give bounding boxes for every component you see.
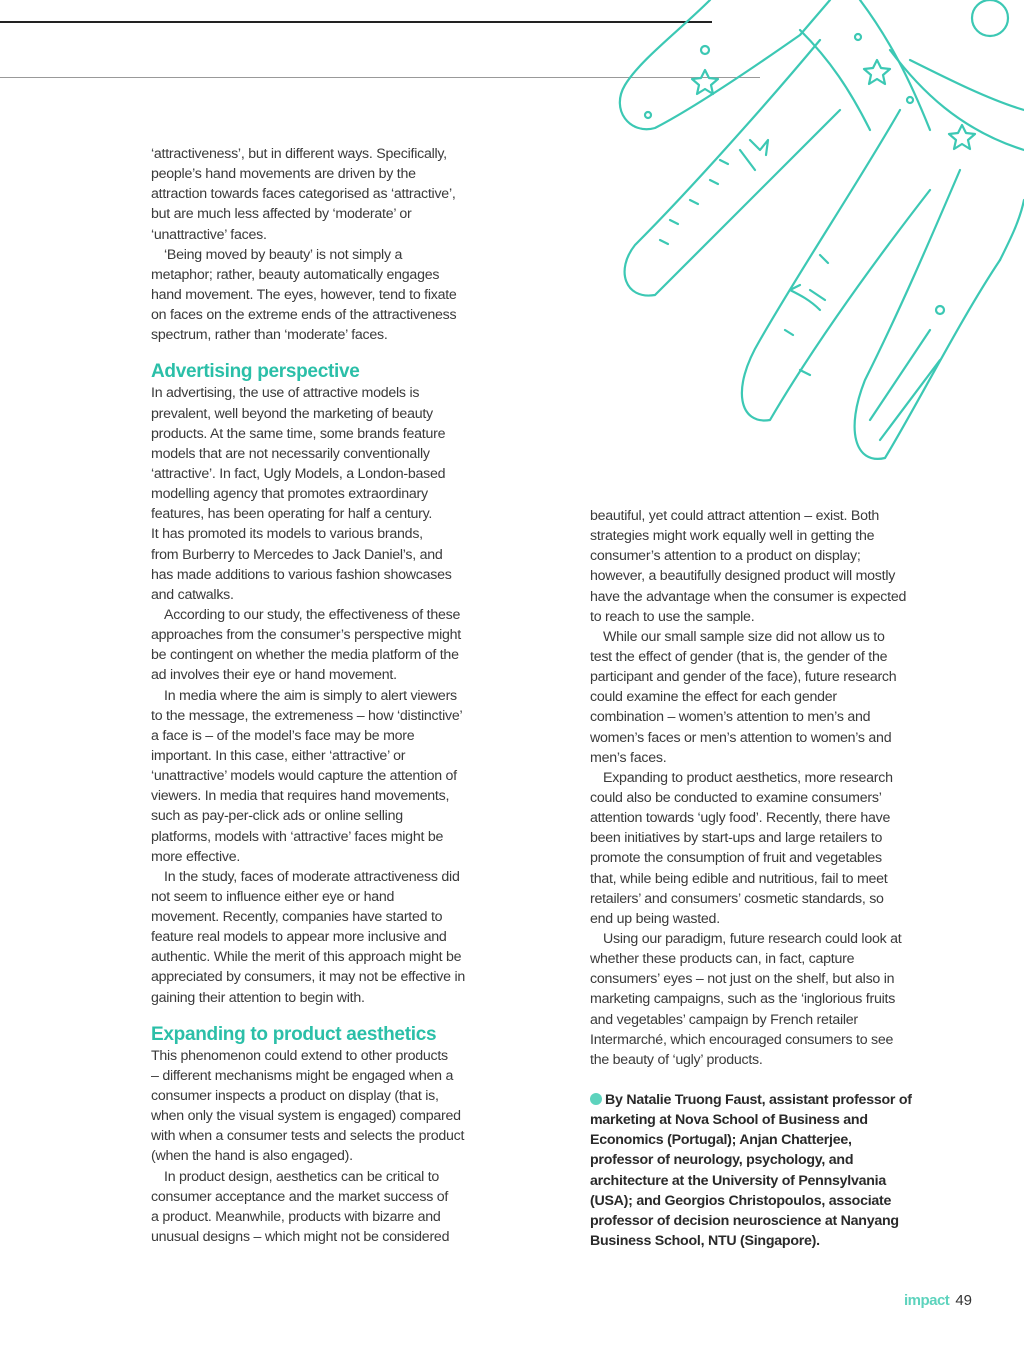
text-line-content: According to our study, the effectiveness of these <box>164 606 461 623</box>
text-line <box>590 929 920 949</box>
text-line-content: marketing campaigns, such as the ‘inglorious fruits <box>590 991 896 1008</box>
text-line <box>151 686 481 706</box>
text-line <box>151 726 481 746</box>
text-line <box>590 1191 920 1211</box>
text-line <box>590 587 920 607</box>
section-heading: Expanding to product aesthetics <box>151 1023 437 1045</box>
text-line <box>590 707 920 727</box>
text-line-content: authentic. While the merit of this approach might be <box>151 949 462 966</box>
text-line <box>151 766 481 786</box>
text-line-content: Economics (Portugal); Anjan Chatterjee, <box>590 1132 852 1149</box>
text-line-content: consumers’ eyes – not just on the shelf, but also in <box>590 971 895 988</box>
text-line-content: models that are not necessarily conventionally <box>151 445 430 462</box>
text-line-content: In advertising, the use of attractive models is <box>151 385 420 402</box>
text-line-content: could examine the effect for each gender <box>590 689 837 706</box>
text-line <box>151 545 481 565</box>
text-line <box>151 665 481 685</box>
text-line-content: Expanding to product aesthetics, more research <box>603 769 893 786</box>
text-line-content: women’s faces or men’s attention to women’s and <box>590 729 892 746</box>
text-line <box>151 1086 481 1106</box>
text-line-content: spectrum, rather than ‘moderate’ faces. <box>151 327 388 344</box>
text-line <box>151 867 481 887</box>
text-line <box>151 625 481 645</box>
text-line <box>590 909 920 929</box>
page-number: 49 <box>955 1292 972 1309</box>
text-line-content: has made additions to various fashion showcases <box>151 566 452 583</box>
text-line <box>151 204 481 224</box>
text-line <box>590 687 920 707</box>
text-line <box>151 164 481 184</box>
text-line <box>151 225 481 245</box>
text-line <box>590 1231 920 1251</box>
text-line-content: people’s hand movements are driven by the <box>151 166 416 183</box>
text-line <box>151 484 481 504</box>
text-line-content: hand movement. The eyes, however, tend to fixate <box>151 286 457 303</box>
text-line <box>151 806 481 826</box>
text-line <box>590 828 920 848</box>
text-line-content: with when a consumer tests and selects the product <box>151 1128 465 1145</box>
text-line <box>590 506 920 526</box>
text-line-content: a product. Meanwhile, products with bizarre and <box>151 1208 441 1225</box>
text-line-content: By Natalie Truong Faust, assistant professor of <box>605 1091 912 1108</box>
text-line-content: ‘unattractive’ models would capture the attention of <box>151 768 457 785</box>
text-line <box>590 788 920 808</box>
text-line <box>590 808 920 828</box>
text-line-content: platforms, models with ‘attractive’ faces might be <box>151 828 444 845</box>
text-line <box>590 607 920 627</box>
text-line-content: professor of decision neuroscience at Nanyang <box>590 1212 899 1229</box>
text-line <box>151 464 481 484</box>
text-line <box>590 647 920 667</box>
text-line-content: unusual designs – which might not be considered <box>151 1229 450 1246</box>
text-line-content: marketing at Nova School of Business and <box>590 1112 868 1129</box>
text-line <box>151 383 481 403</box>
text-line-content: from Burberry to Mercedes to Jack Daniel’s, and <box>151 546 443 563</box>
text-line <box>151 585 481 605</box>
page-footer <box>904 1292 972 1309</box>
text-line <box>590 1211 920 1231</box>
text-line-content: While our small sample size did not allow us to <box>603 628 885 645</box>
text-line-content: attraction towards faces categorised as ‘attractive’, <box>151 186 456 203</box>
text-line-content: (when the hand is also engaged). <box>151 1148 353 1165</box>
body-text <box>590 506 920 1070</box>
text-line-content: gaining their attention to begin with. <box>151 989 365 1006</box>
text-line-content: viewers. In media that requires hand movements, <box>151 788 450 805</box>
text-line-content: not seem to influence either eye or hand <box>151 888 395 905</box>
body-text <box>151 383 481 1007</box>
text-line-content: This phenomenon could extend to other products <box>151 1047 448 1064</box>
text-line <box>151 265 481 285</box>
text-line-content: retailers’ and consumers’ cosmetic standards, so <box>590 890 884 907</box>
text-line <box>590 889 920 909</box>
text-line <box>590 667 920 687</box>
text-line-content: strategies might work equally well in getting the <box>590 528 875 545</box>
text-line-content: features, has been operating for half a century. <box>151 506 433 523</box>
text-line <box>151 444 481 464</box>
magazine-logo: impact <box>903 1292 950 1309</box>
text-line-content: when only the visual system is engaged) compared <box>151 1108 461 1125</box>
bullet-dot-icon <box>590 1093 602 1105</box>
text-line-content: be contingent on whether the media platform of the <box>151 647 459 664</box>
text-line <box>151 887 481 907</box>
text-line <box>151 184 481 204</box>
text-line <box>590 1130 920 1150</box>
text-line <box>151 565 481 585</box>
text-line-content: could also be conducted to examine consumers’ <box>590 789 882 806</box>
text-line-content: modelling agency that promotes extraordinary <box>151 486 428 503</box>
left-column <box>151 144 481 1247</box>
text-line-content: In media where the aim is simply to alert viewers <box>164 687 457 704</box>
text-line <box>151 1066 481 1086</box>
text-line <box>151 967 481 987</box>
text-line <box>151 144 481 164</box>
text-line-content: beautiful, yet could attract attention – exist. Both <box>590 508 880 524</box>
text-line <box>151 645 481 665</box>
text-line-content: end up being wasted. <box>590 910 720 927</box>
text-line-content: ad involves their eye or hand movement. <box>151 667 397 684</box>
text-line-content: architecture at the University of Pennsylvania <box>590 1172 887 1189</box>
text-line <box>151 746 481 766</box>
text-line <box>151 947 481 967</box>
text-line <box>590 526 920 546</box>
text-line-content: have the advantage when the consumer is expected <box>590 588 907 605</box>
text-line <box>151 245 481 265</box>
text-line-content: been initiatives by start-ups and large retailers to <box>590 830 883 847</box>
text-line <box>590 1110 920 1130</box>
text-line-content: ‘attractive’. In fact, Ugly Models, a London-based <box>151 465 446 482</box>
text-line-content: appreciated by consumers, it may not be effective in <box>151 969 466 986</box>
text-line-content: however, a beautifully designed product will mostly <box>590 568 896 585</box>
text-line-content: combination – women’s attention to men’s and <box>590 709 871 726</box>
text-line-content: consumer’s attention to a product on display; <box>590 548 861 565</box>
text-line <box>590 1030 920 1050</box>
text-line-content: In the study, faces of moderate attractiveness did <box>164 868 460 885</box>
text-line-content: Business School, NTU (Singapore). <box>590 1232 820 1249</box>
text-line-content: consumer acceptance and the market success of <box>151 1188 449 1205</box>
text-line <box>151 285 481 305</box>
text-line-content: on faces on the extreme ends of the attractiveness <box>151 307 457 324</box>
text-line-content: a face is – of the model’s face may be more <box>151 727 415 744</box>
text-line-content: products. At the same time, some brands feature <box>151 425 446 442</box>
text-line <box>590 969 920 989</box>
text-line-content: consumer inspects a product on display (that is, <box>151 1088 439 1105</box>
text-line-content: It has promoted its models to various brands, <box>151 526 423 543</box>
text-line-content: (USA); and Georgios Christopoulos, associate <box>590 1192 892 1209</box>
text-line-content: and vegetables’ campaign by French retailer <box>590 1011 858 1028</box>
text-line <box>151 1187 481 1207</box>
body-text <box>151 144 481 345</box>
text-line-content: to reach to use the sample. <box>590 608 755 625</box>
text-line <box>151 504 481 524</box>
text-line <box>590 546 920 566</box>
text-line-content: that, while being edible and nutritious, fail to meet <box>590 870 888 887</box>
body-text <box>151 1046 481 1247</box>
text-line <box>151 404 481 424</box>
text-line <box>590 1150 920 1170</box>
text-line-content: test the effect of gender (that is, the gender of the <box>590 648 888 665</box>
text-line-content: the beauty of ‘ugly’ products. <box>590 1051 763 1068</box>
text-line <box>151 827 481 847</box>
section-heading: Advertising perspective <box>151 361 360 383</box>
hand-illustration <box>600 0 1024 470</box>
text-line <box>590 869 920 889</box>
text-line-content: Using our paradigm, future research could look at <box>603 930 902 947</box>
text-line <box>151 524 481 544</box>
text-line <box>151 424 481 444</box>
text-line-content: approaches from the consumer’s perspective might <box>151 627 462 644</box>
text-line-content: promote the consumption of fruit and vegetables <box>590 850 882 867</box>
text-line-content: but are much less affected by ‘moderate’ or <box>151 206 412 223</box>
text-line-content: Intermarché, which encouraged consumers to see <box>590 1031 894 1048</box>
text-line <box>151 605 481 625</box>
text-line <box>590 1050 920 1070</box>
text-line <box>590 1090 920 1110</box>
text-line-content: whether these products can, in fact, capture <box>590 951 855 968</box>
text-line <box>151 305 481 325</box>
text-line-content: professor of neurology, psychology, and <box>590 1152 854 1169</box>
text-line <box>151 988 481 1008</box>
text-line <box>151 1207 481 1227</box>
text-line <box>590 728 920 748</box>
author-byline <box>590 1090 920 1251</box>
text-line <box>590 989 920 1009</box>
text-line <box>590 1171 920 1191</box>
text-line <box>590 748 920 768</box>
text-line <box>151 927 481 947</box>
text-line-content: ‘Being moved by beauty’ is not simply a <box>164 246 403 263</box>
text-line <box>151 1106 481 1126</box>
text-line <box>151 1126 481 1146</box>
text-line-content: metaphor; rather, beauty automatically engages <box>151 266 440 283</box>
text-line <box>590 1010 920 1030</box>
text-line-content: feature real models to appear more inclusive and <box>151 929 447 946</box>
text-line <box>590 768 920 788</box>
text-line-content: In product design, aesthetics can be critical to <box>164 1168 440 1185</box>
text-line-content: to the message, the extremeness – how ‘distinctive’ <box>151 707 463 724</box>
text-line-content: movement. Recently, companies have started to <box>151 909 443 926</box>
text-line <box>151 706 481 726</box>
text-line-content: ‘attractiveness’, but in different ways. Specifically, <box>151 146 447 162</box>
text-line <box>151 1227 481 1247</box>
text-line-content: men’s faces. <box>590 749 667 766</box>
text-line-content: important. In this case, either ‘attractive’ or <box>151 747 406 764</box>
text-line <box>590 627 920 647</box>
text-line-content: attention towards ‘ugly food’. Recently, there have <box>590 810 891 827</box>
text-line-content: such as pay-per-click ads or online selling <box>151 808 403 825</box>
text-line-content: participant and gender of the face), future research <box>590 669 897 686</box>
text-line <box>590 949 920 969</box>
text-line <box>151 1167 481 1187</box>
text-line <box>590 566 920 586</box>
right-column <box>590 506 920 1251</box>
text-line <box>151 1046 481 1066</box>
text-line <box>590 848 920 868</box>
text-line-content: – different mechanisms might be engaged when a <box>151 1067 454 1084</box>
text-line <box>151 847 481 867</box>
text-line <box>151 1146 481 1166</box>
text-line-content: and catwalks. <box>151 586 234 603</box>
text-line-content: ‘unattractive’ faces. <box>151 226 267 243</box>
text-line-content: more effective. <box>151 848 241 865</box>
text-line-content: prevalent, well beyond the marketing of beauty <box>151 405 433 422</box>
text-line <box>151 325 481 345</box>
text-line <box>151 786 481 806</box>
text-line <box>151 907 481 927</box>
